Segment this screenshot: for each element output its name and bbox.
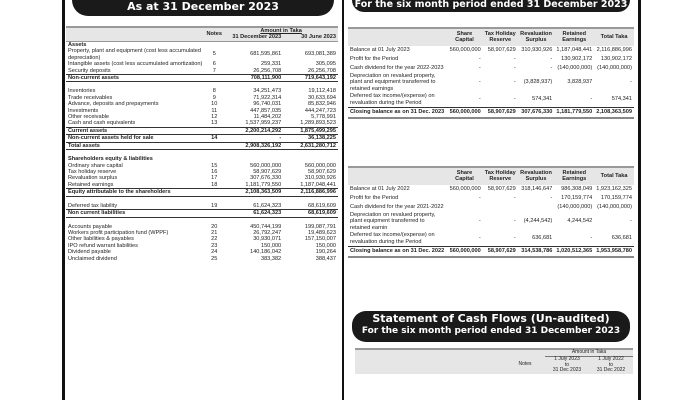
row-label: Current assets — [66, 127, 204, 134]
equity-value: 170,159,774 — [600, 195, 632, 202]
equity-value: (3,828,937) — [523, 79, 553, 86]
equity-value: 636,681 — [532, 235, 553, 242]
row-label: Inventories — [68, 88, 96, 95]
equity-row-label: Cash dividend for the year 2022-2023 — [350, 65, 444, 72]
equity-value: - — [630, 218, 632, 225]
equity-row — [348, 73, 634, 92]
row-label: Revaluation surplus — [68, 175, 118, 182]
value-jun-2023: 560,000,000 — [304, 162, 336, 169]
equity-col-header: Share Capital — [446, 28, 483, 46]
equity-value: - — [513, 96, 516, 103]
row-label: Total assets — [66, 142, 204, 149]
table-row — [66, 256, 338, 262]
equity-value: 310,930,926 — [521, 47, 553, 54]
row-note: 15 — [211, 162, 218, 169]
right-page-border — [638, 0, 641, 400]
value-dec-2023: - — [224, 135, 283, 142]
row-label: Retained earnings — [68, 181, 114, 188]
value-dec-2023: 708,111,900 — [224, 74, 283, 81]
row-label: Dividend payable — [68, 249, 111, 256]
equity-col-header: Share Capital — [446, 167, 483, 185]
row-note: 18 — [211, 181, 218, 188]
equity-value: 1,953,958,780 — [594, 247, 634, 258]
equity-liabilities-section-label: Shareholders equity & liabilities — [68, 156, 153, 163]
row-note: 21 — [211, 229, 218, 236]
subtotal-row — [66, 210, 338, 217]
equity-row-label: Cash dividend for the year 2021-2022 — [350, 204, 444, 211]
equity-value: - — [478, 235, 481, 242]
table-row — [66, 68, 338, 75]
row-note: 5 — [212, 51, 216, 58]
value-jun-2023: 199,087,791 — [304, 223, 336, 230]
value-dec-2023: 2,200,214,292 — [224, 127, 283, 134]
row-label: Tax holiday reserve — [68, 169, 117, 176]
value-dec-2023: 71,922,314 — [253, 94, 282, 101]
cf-col-2023-header — [545, 356, 589, 374]
value-dec-2023: 11,484,202 — [253, 114, 282, 121]
equity-value: - — [513, 195, 516, 202]
row-note: 10 — [211, 101, 218, 108]
row-note: 20 — [211, 223, 218, 230]
equity-row — [348, 194, 634, 203]
cf-col-2022-header — [589, 356, 633, 374]
value-jun-2023: 1,289,893,523 — [300, 120, 336, 127]
value-dec-2023: 140,186,042 — [250, 249, 282, 256]
row-note: 13 — [211, 120, 218, 127]
row-label: Accounts payable — [68, 223, 113, 230]
row-label: Security deposits — [68, 67, 111, 74]
equity-value: 1,187,048,441 — [556, 47, 593, 54]
row-note: 25 — [211, 255, 218, 262]
equity-row-label: Closing balance as on 31 Dec. 2022 — [348, 247, 446, 258]
value-jun-2023: 36,138,225 — [283, 135, 338, 142]
cash-flows-subtitle: For the six month period ended 31 December 2023 — [361, 326, 621, 336]
equity-value: - — [513, 235, 516, 242]
equity-col-header: Total Taka — [594, 167, 634, 185]
row-note: 9 — [212, 94, 216, 101]
cf-col2-line2: to — [608, 361, 614, 368]
row-note: 16 — [211, 169, 218, 176]
cf-col1-line2: to — [564, 361, 570, 368]
value-dec-2023: 450,744,199 — [250, 223, 282, 230]
equity-value: (140,000,000) — [557, 65, 593, 72]
equity-col-header: Revaluation Surplus — [518, 167, 555, 185]
cf-col2-line3: 31 Dec 2022 — [596, 367, 626, 374]
value-jun-2023: 58,907,629 — [308, 169, 336, 176]
equity-value: (140,000,000) — [597, 65, 632, 72]
equity-value: - — [550, 65, 553, 72]
col-dec-2023-header: 31 December 2023 — [224, 34, 283, 41]
equity-table-2022 — [348, 166, 634, 258]
assets-section — [66, 41, 338, 48]
cf-col1-line1: 1 July 2023 — [554, 355, 580, 362]
equity-value: 2,108,363,509 — [594, 108, 634, 119]
value-jun-2023: 68,619,609 — [283, 210, 338, 217]
equity-value: - — [550, 56, 553, 63]
value-dec-2023: 1,181,779,550 — [245, 181, 282, 188]
value-jun-2023: 1,187,048,441 — [300, 181, 336, 188]
row-note — [204, 189, 224, 196]
value-jun-2023: 444,247,723 — [304, 107, 336, 114]
equity-row-label: Deferred tax income/(expense) on revaluation during the Period — [350, 93, 435, 106]
equity-col-header: Retained Earnings — [554, 167, 594, 185]
equity-row — [348, 212, 634, 231]
equity-value: 2,116,886,996 — [596, 47, 632, 54]
equity-value: 58,907,629 — [487, 186, 516, 193]
value-jun-2023: 19,112,418 — [308, 88, 336, 95]
equity-value: 574,341 — [532, 96, 553, 103]
left-page-border — [62, 0, 65, 400]
equity-col-header: Revaluation Surplus — [518, 28, 555, 46]
equity-value: - — [590, 96, 593, 103]
row-note: 23 — [211, 242, 218, 249]
row-note: 14 — [204, 135, 224, 142]
equity-row-label: Depreciation on revalued property, plant equipment transferred to retained earnin — [350, 211, 436, 231]
value-dec-2023: 26,792,247 — [253, 229, 282, 236]
cash-flows-table — [355, 348, 633, 374]
value-jun-2023: 26,256,708 — [308, 67, 336, 74]
balance-sheet-table — [66, 26, 338, 262]
row-note — [204, 210, 224, 217]
value-dec-2023: 61,624,323 — [224, 210, 283, 217]
value-jun-2023: 30,633,694 — [308, 94, 336, 101]
row-label: Unclaimed dividend — [68, 255, 117, 262]
equity-header-row — [348, 167, 634, 185]
equity-row-label: Profit for the Period — [350, 56, 399, 63]
value-jun-2023: 190,264 — [315, 249, 336, 256]
equity-value: 3,828,937 — [567, 79, 593, 86]
value-jun-2023: 1,875,499,295 — [283, 127, 338, 134]
equity-value: 1,020,512,365 — [554, 247, 594, 258]
row-label: IPO refund warrant liabilities — [68, 242, 138, 249]
col-jun-2023-header: 30 June 2023 — [283, 34, 338, 41]
row-note: 12 — [211, 114, 218, 121]
equity-value: - — [513, 218, 516, 225]
equity-value: 636,681 — [611, 235, 632, 242]
value-dec-2023: 2,108,363,509 — [224, 189, 283, 196]
equity-value: 1,181,779,550 — [554, 108, 594, 119]
value-dec-2023: 58,907,629 — [253, 169, 282, 176]
cf-amount-group-header: Amount in Taka — [545, 349, 633, 356]
equity-value: (140,000,000) — [597, 204, 632, 211]
equity-col-header: Retained Earnings — [554, 28, 594, 46]
row-note — [204, 74, 224, 81]
cash-flows-banner — [352, 311, 630, 342]
row-note — [204, 127, 224, 134]
equity-value: - — [630, 79, 632, 86]
value-dec-2023: 26,256,708 — [253, 67, 282, 74]
amount-group-header: Amount in Taka — [224, 27, 338, 34]
subtotal-row — [66, 189, 338, 196]
table-row — [66, 203, 338, 210]
value-jun-2023: 19,489,623 — [308, 229, 336, 236]
equity-value: 560,000,000 — [449, 47, 481, 54]
row-note: 6 — [212, 61, 216, 68]
value-jun-2023: 2,631,280,712 — [283, 142, 338, 149]
value-jun-2023: 85,832,946 — [308, 101, 336, 108]
value-jun-2023: 2,116,886,996 — [283, 189, 338, 196]
equity-value: 307,676,330 — [518, 108, 555, 119]
equity-row — [348, 185, 634, 194]
equity-value: 58,907,629 — [487, 47, 516, 54]
equity-value: - — [550, 195, 553, 202]
row-label: Other liabilities & payables — [68, 236, 134, 243]
equity-value: - — [478, 96, 481, 103]
row-label: Cash and cash equivalents — [68, 120, 136, 127]
table-row — [66, 48, 338, 61]
equity-value: - — [478, 79, 481, 86]
equity-value: 130,902,172 — [600, 56, 632, 63]
equity-col-header: Tax Holiday Reserve — [483, 28, 518, 46]
subtotal-row — [66, 142, 338, 149]
table-row — [66, 182, 338, 189]
notes-header: Notes — [204, 27, 224, 41]
equity-value: 560,000,000 — [449, 186, 481, 193]
equity-col-header: Total Taka — [594, 28, 634, 46]
cf-notes-header: Notes — [518, 361, 532, 368]
row-label: Non-current assets — [66, 74, 204, 81]
equity-value: 58,907,629 — [483, 108, 518, 119]
equity-header-row — [348, 28, 634, 46]
value-dec-2023: 560,000,000 — [250, 162, 282, 169]
value-jun-2023: 388,437 — [315, 255, 336, 262]
value-dec-2023: 30,930,071 — [253, 236, 282, 243]
row-label: Intangible assets (cost less accumulated amortization) — [68, 61, 203, 68]
value-jun-2023: 150,000 — [315, 242, 336, 249]
value-dec-2023: 61,624,323 — [253, 202, 282, 209]
value-dec-2023: 96,740,031 — [253, 101, 282, 108]
cf-col1-line3: 31 Dec 2023 — [552, 367, 582, 374]
center-divider — [342, 0, 344, 400]
subtotal-row — [66, 127, 338, 134]
equity-value: 4,244,542 — [567, 218, 593, 225]
row-label: Ordinary share capital — [68, 162, 123, 169]
cash-flows-title: Statement of Cash Flows (Un-audited) — [372, 312, 610, 325]
row-label: Investments — [68, 107, 99, 114]
equity-row — [348, 55, 634, 64]
value-dec-2023: 150,000 — [260, 242, 282, 249]
value-dec-2023: 383,382 — [260, 255, 282, 262]
equity-row-label: Profit for the Period — [350, 195, 399, 202]
row-label: Equity attributable to the shareholders — [66, 189, 204, 196]
row-note: 22 — [211, 236, 218, 243]
equity-row — [348, 231, 634, 247]
equity-value: 1,923,162,325 — [596, 186, 632, 193]
row-note: 19 — [211, 202, 218, 209]
table-row — [66, 120, 338, 127]
equity-value: 574,341 — [611, 96, 632, 103]
equity-value: 58,907,629 — [483, 247, 518, 258]
value-jun-2023: 719,643,192 — [283, 74, 338, 81]
value-jun-2023: 693,081,389 — [304, 51, 336, 58]
equity-value: - — [478, 218, 481, 225]
value-jun-2023: 157,150,007 — [304, 236, 336, 243]
value-dec-2023: 259,331 — [260, 61, 282, 68]
equity-col-header — [348, 167, 446, 185]
equity-value: 560,000,000 — [446, 247, 483, 258]
equity-col-header: Tax Holiday Reserve — [483, 167, 518, 185]
row-note: 11 — [211, 107, 218, 114]
balance-sheet-title: As at 31 December 2023 — [72, 0, 334, 16]
row-note — [204, 142, 224, 149]
equity-value: - — [513, 56, 516, 63]
closing-balance-row — [348, 247, 634, 258]
row-label: Other receivable — [68, 114, 110, 121]
equity-statement-title: For the six month period ended 31 December 2023 — [352, 0, 630, 12]
equity-col-header — [348, 28, 446, 46]
equity-value: 318,146,647 — [521, 186, 553, 193]
row-label: Property, plant and equipment (cost less accumulated depreciation) — [68, 48, 201, 61]
equity-row-label: Closing balance as on 31 Dec. 2023 — [348, 108, 446, 119]
value-jun-2023: 305,095 — [315, 61, 336, 68]
equity-value — [518, 203, 555, 212]
row-label: Non-current assets held for sale — [66, 135, 204, 142]
value-jun-2023: 310,930,926 — [304, 175, 336, 182]
equity-value — [483, 203, 518, 212]
value-jun-2023: 5,778,991 — [311, 114, 336, 121]
assets-section-label: Assets — [68, 41, 87, 48]
equity-table-2023 — [348, 27, 634, 119]
equity-value: - — [513, 65, 516, 72]
equity-value: - — [590, 235, 593, 242]
value-dec-2023: 2,908,326,192 — [224, 142, 283, 149]
equity-value: 130,902,172 — [561, 56, 593, 63]
value-jun-2023: 68,619,609 — [308, 202, 336, 209]
equity-value: - — [478, 195, 481, 202]
equity-row — [348, 46, 634, 55]
row-note: 7 — [212, 67, 216, 74]
equity-row — [348, 64, 634, 73]
closing-balance-row — [348, 108, 634, 119]
subtotal-row — [66, 74, 338, 81]
value-dec-2023: 1,537,959,237 — [245, 120, 282, 127]
equity-value: (4,244,542) — [523, 218, 553, 225]
equity-row — [348, 203, 634, 212]
equity-row-label: Balance at 01 July 2023 — [350, 47, 410, 54]
equity-value: - — [478, 56, 481, 63]
equity-row — [348, 92, 634, 108]
row-note: 17 — [211, 175, 218, 182]
equity-row-label: Balance at 01 July 2022 — [350, 186, 410, 193]
equity-value: (140,000,000) — [557, 204, 593, 211]
row-note: 24 — [211, 249, 218, 256]
equity-value: 986,308,049 — [561, 186, 593, 193]
equity-value — [446, 203, 483, 212]
row-label: Workers profit participation fund (WPPF) — [68, 229, 169, 236]
equity-value: - — [478, 65, 481, 72]
row-label: Advance, deposits and prepayments — [68, 101, 159, 108]
equity-value: 560,000,000 — [446, 108, 483, 119]
value-dec-2023: 307,676,330 — [250, 175, 282, 182]
cf-col2-line1: 1 July 2022 — [598, 355, 624, 362]
row-label: Non current liabilities — [66, 210, 204, 217]
equity-value: 170,159,774 — [561, 195, 593, 202]
value-dec-2023: 681,595,861 — [250, 51, 282, 58]
row-note: 8 — [212, 88, 216, 95]
value-dec-2023: 447,857,035 — [250, 107, 282, 114]
equity-value: - — [513, 79, 516, 86]
value-dec-2023: 34,251,473 — [253, 88, 282, 95]
equity-row-label: Deferred tax income/(expense) on revaluation during the Period — [350, 232, 435, 245]
row-label: Trade receivables — [68, 94, 113, 101]
equity-value: 314,538,786 — [518, 247, 555, 258]
equity-row-label: Depreciation on revalued property, plant and equipment transferred to retained earnings — [350, 72, 436, 92]
row-label: Deferred tax liability — [68, 202, 118, 209]
subtotal-row — [66, 135, 338, 142]
